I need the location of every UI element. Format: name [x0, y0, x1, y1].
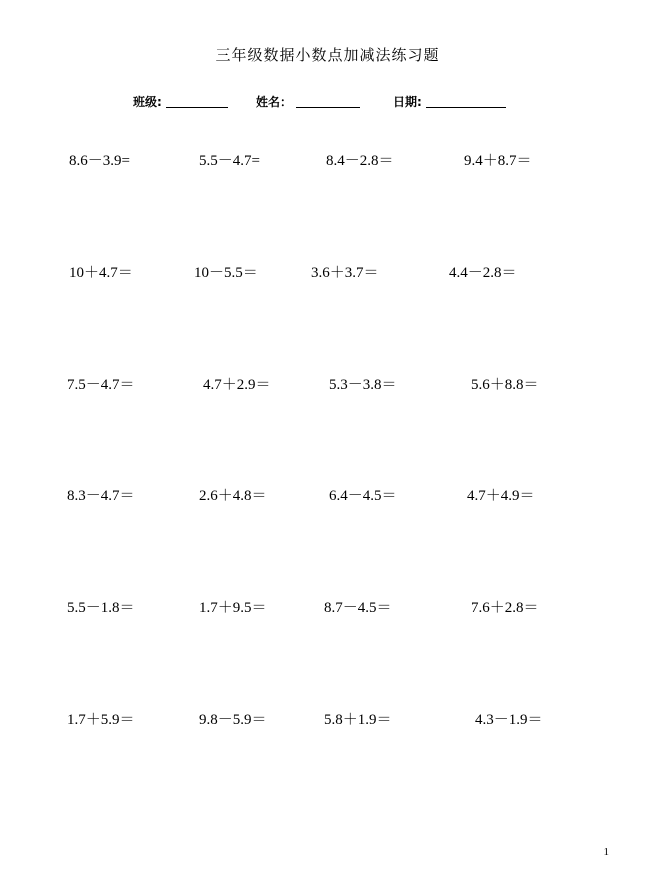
problem: 9.8－5.9＝ — [199, 712, 267, 728]
name-label: 姓名： — [256, 95, 293, 109]
problem: 10－5.5＝ — [194, 265, 258, 281]
problem: 8.6－3.9= — [69, 153, 130, 169]
problem: 6.4－4.5＝ — [329, 488, 397, 504]
problem: 4.4－2.8＝ — [449, 265, 517, 281]
class-field — [133, 93, 228, 110]
problem: 5.5－1.8＝ — [67, 600, 135, 616]
problem: 7.6＋2.8＝ — [471, 600, 539, 616]
problem: 8.7－4.5＝ — [324, 600, 392, 616]
date-label: 日期: — [393, 95, 422, 109]
page-title: 三年级数据小数点加减法练习题 — [215, 46, 440, 64]
problem: 3.6＋3.7＝ — [311, 265, 379, 281]
problem: 9.4＋8.7＝ — [464, 153, 532, 169]
problem: 4.7＋2.9＝ — [203, 377, 271, 393]
date-field — [393, 93, 506, 110]
problem: 5.6＋8.8＝ — [471, 377, 539, 393]
problem: 7.5－4.7＝ — [67, 377, 135, 393]
page-number: 1 — [603, 846, 609, 858]
problem: 2.6＋4.8＝ — [199, 488, 267, 504]
problem: 1.7＋5.9＝ — [67, 712, 135, 728]
name-field — [256, 93, 360, 110]
problem: 1.7＋9.5＝ — [199, 600, 267, 616]
class-label: 班级: — [133, 95, 162, 109]
class-blank — [166, 95, 228, 108]
date-blank — [426, 95, 506, 108]
problem: 5.8＋1.9＝ — [324, 712, 392, 728]
problem: 5.3－3.8＝ — [329, 377, 397, 393]
name-blank — [296, 95, 360, 108]
problem: 4.7＋4.9＝ — [467, 488, 535, 504]
problem: 8.3－4.7＝ — [67, 488, 135, 504]
problem: 4.3－1.9＝ — [475, 712, 543, 728]
problem: 10＋4.7＝ — [69, 265, 133, 281]
problem: 8.4－2.8＝ — [326, 153, 394, 169]
problem: 5.5－4.7= — [199, 153, 260, 169]
